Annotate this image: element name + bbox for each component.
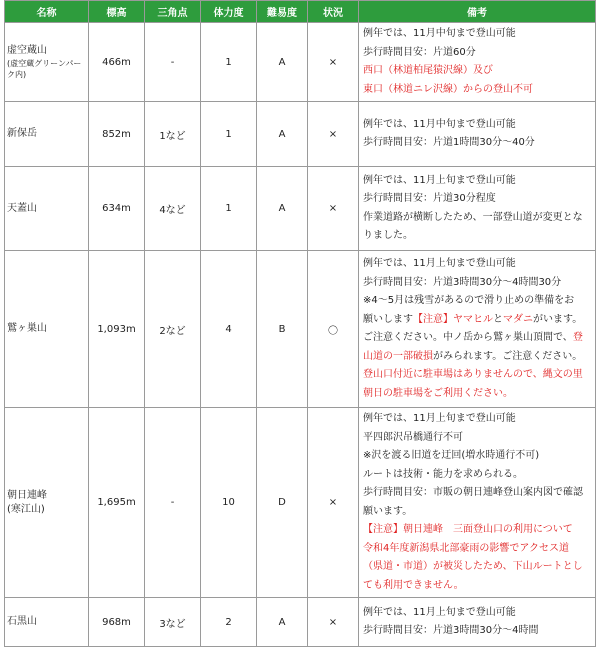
stamina-cell: 2 (201, 598, 257, 647)
note-line: りました。 (363, 230, 413, 241)
notes-cell (359, 598, 596, 647)
mountain-status-table (4, 0, 596, 647)
note-line (363, 329, 591, 348)
mountain-name-cell (5, 598, 89, 647)
mountain-name: 新保岳 (7, 128, 37, 139)
table-row (5, 102, 596, 167)
mountain-name: 朝日連峰 (7, 489, 47, 501)
stamina-cell: 10 (201, 408, 257, 598)
note-line: ※沢を渡る旧道を迂回(増水時通行不可) (363, 450, 540, 461)
header-triangulation-point: 三角点 (145, 1, 201, 23)
note-segment: がみられます。ご注意ください。 (433, 350, 583, 362)
note-line: 例年では、11月上旬まで登山可能 (363, 413, 516, 424)
notes-cell (359, 167, 596, 251)
triangulation-cell: 1など (145, 102, 201, 167)
mountain-name: 石黒山 (7, 616, 37, 627)
table-row (5, 598, 596, 647)
note-line-warning: 朝日の駐車場をご利用ください。 (363, 387, 513, 399)
elevation-cell: 634m (89, 167, 145, 251)
elevation-cell: 852m (89, 102, 145, 167)
status-cell: × (308, 167, 359, 251)
notes-cell (359, 251, 596, 408)
note-line: ※4～5月は残雪があるので滑り止めの準備をお (363, 295, 575, 306)
elevation-cell: 1,695m (89, 408, 145, 598)
note-line: 歩行時間目安：市販の朝日連峰登山案内図で確認 (363, 487, 583, 498)
note-line-warning: 登山口付近に駐車場はありませんので、縄文の里 (363, 369, 583, 380)
notes-cell (359, 408, 596, 598)
mountain-name-cell (5, 408, 89, 598)
note-segment-warning: 登 (572, 332, 583, 343)
difficulty-cell: A (257, 102, 308, 167)
stamina-cell: 1 (201, 23, 257, 102)
note-line: 例年では、11月上旬まで登山可能 (363, 258, 516, 269)
status-cell: × (308, 23, 359, 102)
table-row (5, 167, 596, 251)
triangulation-cell: - (145, 23, 201, 102)
note-line-warning: 令和4年度新潟県北部豪雨の影響でアクセス道 (363, 542, 570, 554)
mountain-name-cell (5, 251, 89, 408)
notes-cell (359, 102, 596, 167)
status-cell: × (308, 102, 359, 167)
elevation-cell: 968m (89, 598, 145, 647)
note-line-warning: ても利用できません。 (363, 579, 464, 591)
triangulation-cell: - (145, 408, 201, 598)
header-stamina: 体力度 (201, 1, 257, 23)
difficulty-cell: D (257, 408, 308, 598)
stamina-cell: 4 (201, 251, 257, 408)
mountain-name: 虚空蔵山 (7, 45, 47, 56)
note-line: 歩行時間目安：片道3時間30分～4時間 (363, 625, 539, 636)
note-line: 例年では、11月上旬まで登山可能 (363, 174, 516, 186)
difficulty-cell: A (257, 23, 308, 102)
header-status: 状況 (308, 1, 359, 23)
elevation-cell: 1,093m (89, 251, 145, 408)
table-row (5, 251, 596, 408)
note-segment: 願いします (363, 313, 413, 325)
note-line-warning: （県道・市道）が被災したため、下山ルートとし (363, 561, 583, 572)
stamina-cell: 1 (201, 102, 257, 167)
mountain-name: 鷲ヶ巣山 (7, 323, 47, 334)
header-elevation: 標高 (89, 1, 145, 23)
note-line (363, 348, 591, 367)
header-notes: 備考 (359, 1, 596, 23)
note-line (363, 311, 591, 330)
note-line: 例年では、11月中旬まで登山可能 (363, 28, 516, 39)
status-cell: × (308, 598, 359, 647)
note-segment: と (493, 313, 503, 325)
mountain-name: 天蓋山 (7, 202, 37, 214)
difficulty-cell: A (257, 167, 308, 251)
note-segment-warning: 山道の一部破損 (363, 350, 433, 362)
note-line: 作業道路が横断したため、一部登山道が変更とな (363, 211, 583, 223)
mountain-name-cell (5, 102, 89, 167)
mountain-name-sub: (寒江山) (7, 503, 45, 515)
note-line: 平四郎沢吊橋通行不可 (363, 431, 463, 443)
note-segment-warning: 【注意】ヤマヒル (413, 313, 493, 325)
note-line: 歩行時間目安：片道60分 (363, 46, 476, 58)
table-header-row (5, 1, 596, 23)
note-line: 願います。 (363, 505, 413, 517)
mountain-name-sub: (虚空蔵グリーンパーク内) (7, 59, 82, 79)
note-line-warning: 西口（林道柏尾猿沢線）及び (363, 65, 493, 76)
note-line: 例年では、11月中旬まで登山可能 (363, 118, 516, 130)
note-line: 歩行時間目安：片道1時間30分～40分 (363, 137, 535, 148)
status-cell: 〇 (308, 251, 359, 408)
note-segment: がいます。 (533, 313, 583, 325)
difficulty-cell: A (257, 598, 308, 647)
note-line: 歩行時間目安：片道3時間30分～4時間30分 (363, 276, 562, 288)
triangulation-cell: 4など (145, 167, 201, 251)
mountain-name-cell (5, 167, 89, 251)
elevation-cell: 466m (89, 23, 145, 102)
note-line: ルートは技術・能力を求められる。 (363, 468, 523, 480)
table-row (5, 23, 596, 102)
triangulation-cell: 3など (145, 598, 201, 647)
mountain-name-cell (5, 23, 89, 102)
note-line: 例年では、11月上旬まで登山可能 (363, 606, 516, 618)
header-difficulty: 難易度 (257, 1, 308, 23)
table-row (5, 408, 596, 598)
note-line-warning: 【注意】朝日連峰 三面登山口の利用について (363, 524, 573, 535)
note-line-warning: 東口（林道ニレ沢線）からの登山不可 (363, 83, 533, 95)
notes-cell (359, 23, 596, 102)
triangulation-cell: 2など (145, 251, 201, 408)
difficulty-cell: B (257, 251, 308, 408)
stamina-cell: 1 (201, 167, 257, 251)
header-name: 名称 (5, 1, 89, 23)
note-segment-warning: マダニ (503, 313, 533, 325)
note-line: 歩行時間目安：片道30分程度 (363, 193, 496, 204)
status-cell: × (308, 408, 359, 598)
note-segment: ご注意ください。中ノ岳から鷲ヶ巣山頂間で、 (363, 332, 573, 343)
